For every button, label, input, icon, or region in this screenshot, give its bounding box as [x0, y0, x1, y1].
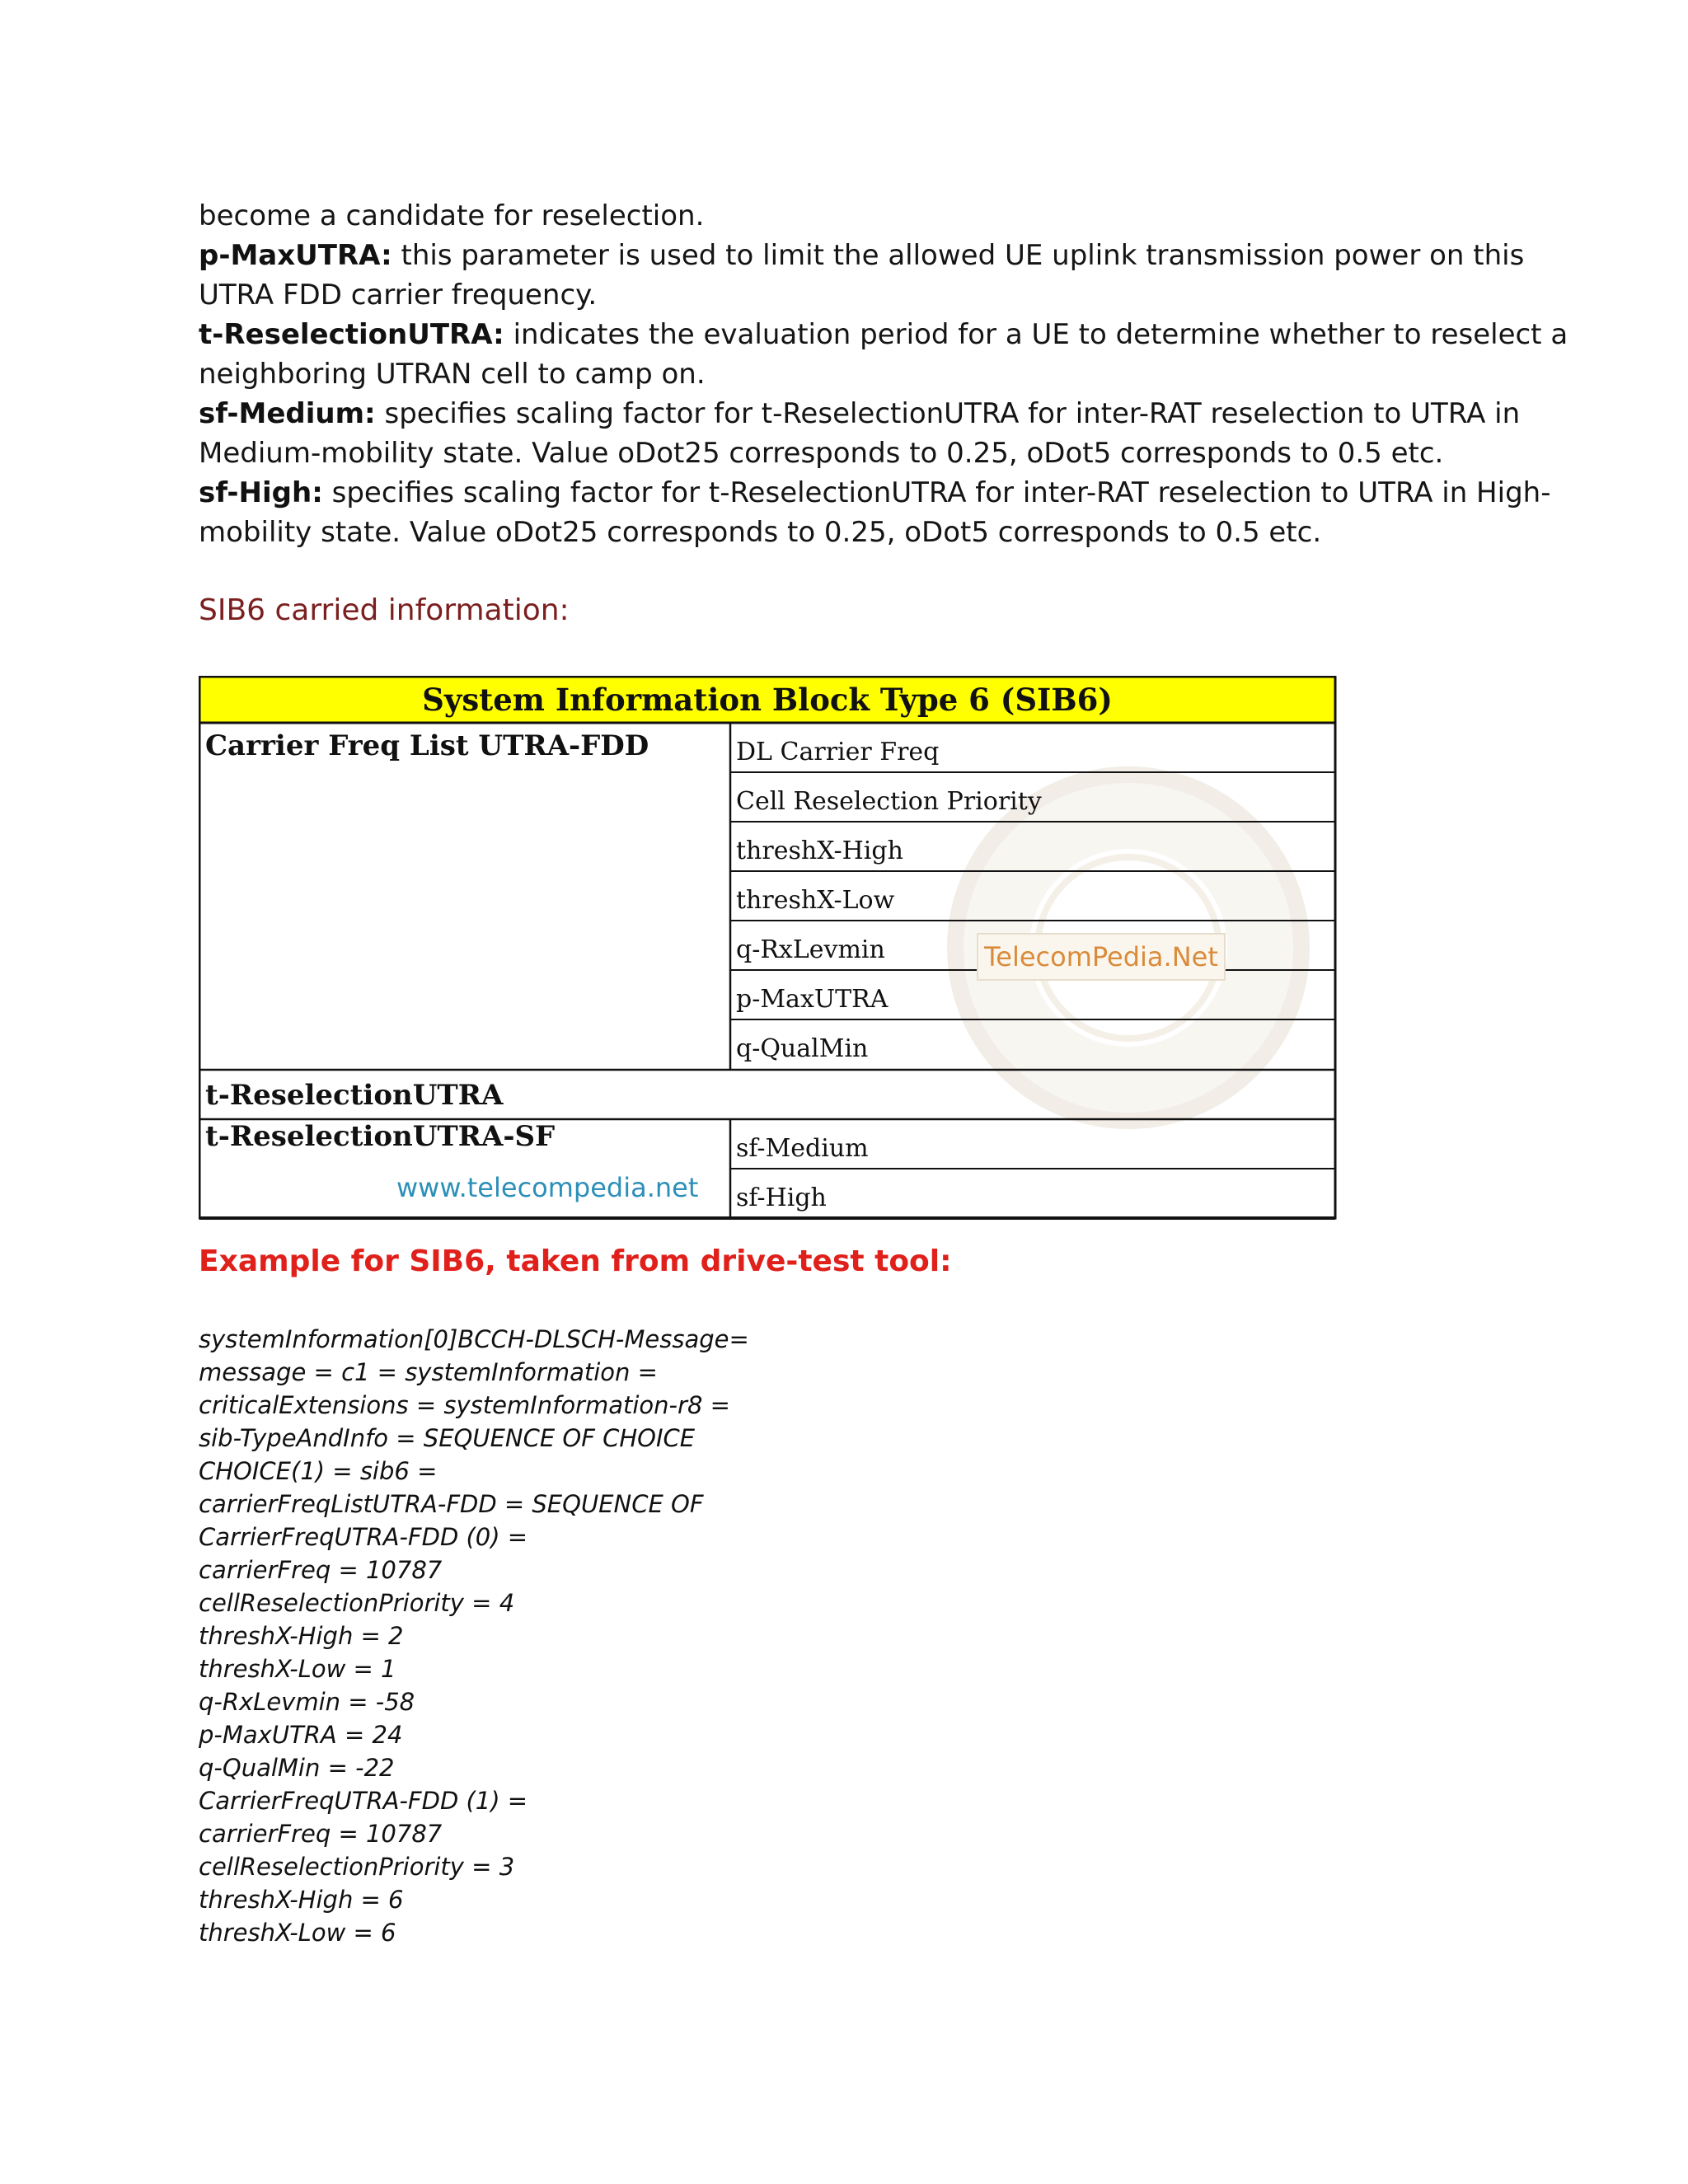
- tresel-term: t-ReselectionUTRA:: [199, 318, 504, 351]
- code-line: cellReselectionPriority = 3: [199, 1853, 515, 1881]
- sf-high-cell: sf-High: [736, 1183, 827, 1212]
- code-line: cellReselectionPriority = 4: [199, 1589, 515, 1617]
- code-line: q-RxLevmin = -58: [199, 1688, 415, 1716]
- code-line: threshX-Low = 1: [199, 1655, 396, 1683]
- p-maxutra-cell: p-MaxUTRA: [736, 985, 889, 1014]
- sib6-table-figure: [199, 676, 1353, 1221]
- sf-medium-cell: sf-Medium: [736, 1134, 869, 1163]
- q-qualmin-cell: q-QualMin: [736, 1034, 869, 1063]
- code-line: carrierFreq = 10787: [199, 1820, 443, 1848]
- section-title: SIB6 carried information:: [199, 593, 570, 627]
- q-rxlevmin-cell: q-RxLevmin: [736, 935, 885, 964]
- tresel-definition-line2: [199, 354, 1517, 394]
- code-line: threshX-High = 2: [199, 1622, 404, 1650]
- intro-line-0: [199, 196, 1517, 236]
- tresel-text-cont: neighboring UTRAN cell to camp on.: [199, 358, 706, 391]
- sfmedium-text: specifies scaling factor for t-ReselectionUTRA for inter-RAT reselection to UTRA in: [375, 397, 1521, 430]
- threshx-high-cell: threshX-High: [736, 837, 903, 865]
- code-line: sib-TypeAndInfo = SEQUENCE OF CHOICE: [199, 1424, 696, 1452]
- site-url: www.telecompedia.net: [396, 1172, 699, 1203]
- sfmedium-text-cont: Medium-mobility state. Value oDot25 corresponds to 0.25, oDot5 corresponds to 0.5 etc.: [199, 437, 1444, 470]
- code-line: threshX-High = 6: [199, 1886, 404, 1914]
- carrier-freq-list-label: Carrier Freq List UTRA-FDD: [205, 729, 649, 762]
- pmax-term: p-MaxUTRA:: [199, 239, 392, 272]
- sfmedium-definition-line2: [199, 434, 1517, 473]
- cell-reselection-priority-cell: Cell Reselection Priority: [736, 787, 1042, 816]
- code-line: systemInformation[0]BCCH-DLSCH-Message=: [199, 1325, 749, 1353]
- sfhigh-definition-line1: [199, 473, 1551, 513]
- sfmedium-definition-line1: [199, 394, 1521, 434]
- sib6-table: [199, 676, 1353, 1221]
- watermark-label: [978, 934, 1225, 980]
- code-line: q-QualMin = -22: [199, 1754, 395, 1782]
- dl-carrier-freq-cell: DL Carrier Freq: [736, 738, 940, 766]
- table-header-title: System Information Block Type 6 (SIB6): [422, 682, 1113, 718]
- code-line: CHOICE(1) = sib6 =: [199, 1457, 438, 1485]
- pmax-text-cont: UTRA FDD carrier frequency.: [199, 279, 598, 312]
- tresel-definition-line1: [199, 315, 1568, 354]
- pmax-definition-line1: [199, 236, 1525, 275]
- code-line: CarrierFreqUTRA-FDD (1) =: [199, 1787, 528, 1815]
- t-reselection-utra-row: t-ReselectionUTRA: [205, 1079, 504, 1112]
- sfmedium-term: sf-Medium:: [199, 397, 376, 430]
- code-line: p-MaxUTRA = 24: [199, 1721, 403, 1749]
- sfhigh-text: specifies scaling factor for t-ReselectionUTRA for inter-RAT reselection to UTRA in High-: [322, 476, 1551, 509]
- intro-text: become a candidate for reselection.: [199, 199, 705, 232]
- watermark-text: TelecomPedia.Net: [984, 941, 1218, 972]
- example-title: Example for SIB6, taken from drive-test tool:: [199, 1244, 952, 1278]
- sfhigh-definition-line2: [199, 513, 1517, 552]
- threshx-low-cell: threshX-Low: [736, 886, 895, 915]
- sfhigh-text-cont: mobility state. Value oDot25 corresponds to 0.25, oDot5 corresponds to 0.5 etc.: [199, 516, 1322, 549]
- tresel-text: indicates the evaluation period for a UE to determine whether to reselect a: [504, 318, 1568, 351]
- code-line: threshX-Low = 6: [199, 1919, 396, 1947]
- sfhigh-term: sf-High:: [199, 476, 323, 509]
- code-line: message = c1 = systemInformation =: [199, 1358, 658, 1386]
- pmax-text: this parameter is used to limit the allowed UE uplink transmission power on this: [392, 239, 1525, 272]
- code-line: criticalExtensions = systemInformation-r8 =: [199, 1391, 730, 1419]
- code-line: carrierFreq = 10787: [199, 1556, 443, 1584]
- pmax-definition-line2: [199, 275, 1517, 315]
- t-reselection-utra-sf-label: t-ReselectionUTRA-SF: [205, 1120, 556, 1153]
- code-line: CarrierFreqUTRA-FDD (0) =: [199, 1523, 528, 1551]
- code-line: carrierFreqListUTRA-FDD = SEQUENCE OF: [199, 1490, 704, 1518]
